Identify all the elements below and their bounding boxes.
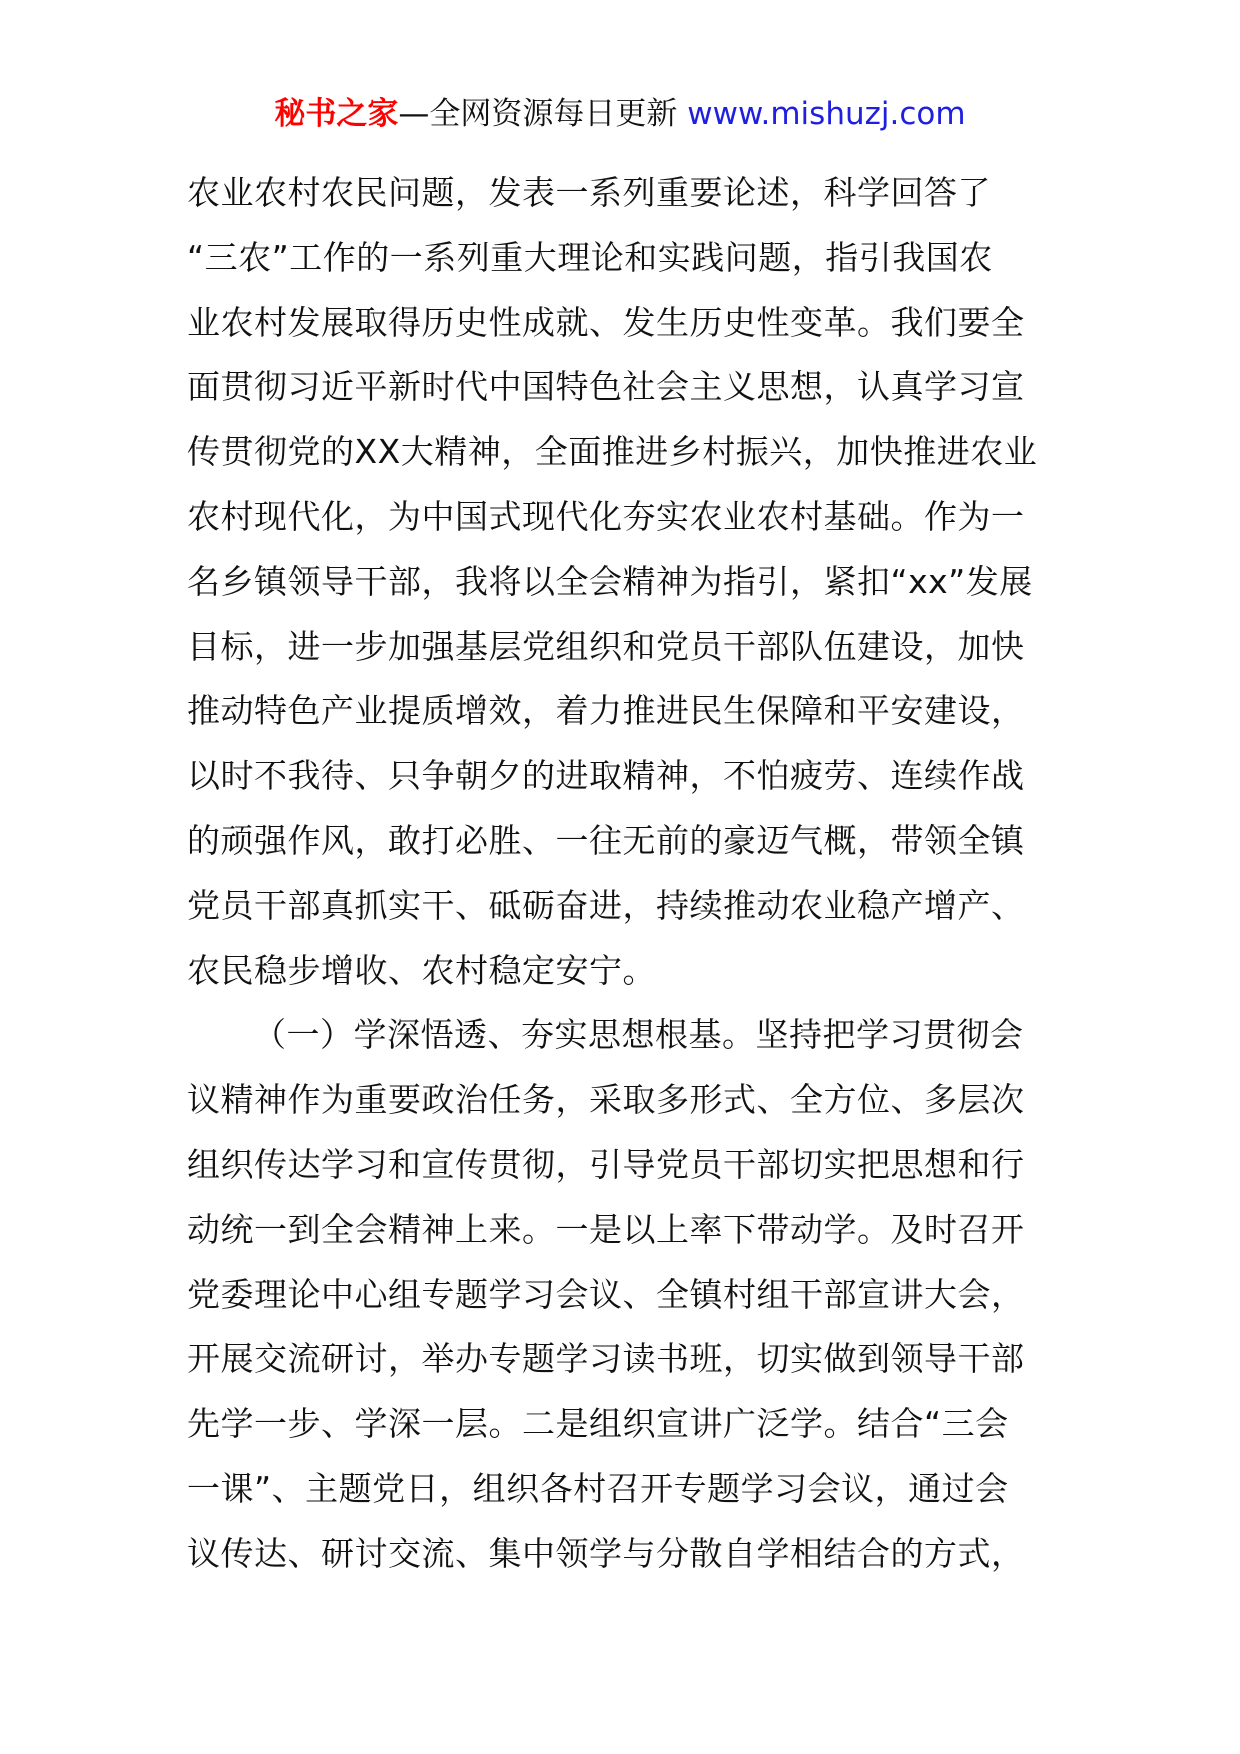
brand-name: 秘书之家 (274, 96, 399, 132)
text-line: 组织传达学习和宣传贯彻，引导党员干部切实把思想和行 (187, 1144, 1025, 1184)
text-line: 的顽强作风，敢打必胜、一往无前的豪迈气概，带领全镇 (187, 820, 1025, 860)
header-separator: — (398, 96, 430, 132)
text-line: 农业农村农民问题，发表一系列重要论述，科学回答了 (187, 173, 991, 212)
text-line: 以时不我待、只争朝夕的进取精神，不怕疲劳、连续作战 (187, 756, 1025, 796)
text-line: 业农村发展取得历史性成就、发生历史性变革。我们要全 (187, 302, 1025, 342)
text-line: 面贯彻习近平新时代中国特色社会主义思想，认真学习宣 (187, 367, 1025, 407)
text-line: 党员干部真抓实干、砥砺奋进，持续推动农业稳产增产、 (187, 885, 1025, 925)
header-url-link[interactable]: www.mishuzj.com (687, 96, 966, 132)
text-line: “三农”工作的一系列重大理论和实践问题，指引我国农 (187, 237, 993, 277)
text-line: 党委理论中心组专题学习会议、全镇村组干部宣讲大会， (187, 1274, 1025, 1314)
text-line: 一课”、主题党日，组织各村召开专题学习会议，通过会 (187, 1468, 1009, 1508)
header-tagline: 全网资源每日更新 (429, 96, 678, 132)
page-header (0, 92, 1240, 136)
text-line: 农民稳步增收、农村稳定安宁。 (187, 950, 656, 990)
text-line: 推动特色产业提质增效，着力推进民生保障和平安建设， (187, 691, 1025, 731)
text-line: 传贯彻党的XX大精神，全面推进乡村振兴，加快推进农业 (187, 432, 1038, 472)
text-line: 议精神作为重要政治任务，采取多形式、全方位、多层次 (187, 1080, 1025, 1120)
text-line: 开展交流研讨，举办专题学习读书班，切实做到领导干部 (187, 1339, 1025, 1379)
text-line: 先学一步、学深一层。二是组织宣讲广泛学。结合“三会 (187, 1404, 1009, 1444)
text-line: 议传达、研讨交流、集中领学与分散自学相结合的方式， (187, 1533, 1025, 1573)
text-line: 名乡镇领导干部，我将以全会精神为指引，紧扣“xx”发展 (187, 561, 1033, 601)
document-body (187, 161, 1057, 1587)
text-line: 动统一到全会精神上来。一是以上率下带动学。及时召开 (187, 1209, 1025, 1249)
section-heading-line: （一）学深悟透、夯实思想根基。坚持把学习贯彻会 (253, 1015, 1024, 1055)
text-line: 农村现代化，为中国式现代化夯实农业农村基础。作为一 (187, 496, 1025, 536)
text-line: 目标，进一步加强基层党组织和党员干部队伍建设，加快 (187, 626, 1025, 666)
